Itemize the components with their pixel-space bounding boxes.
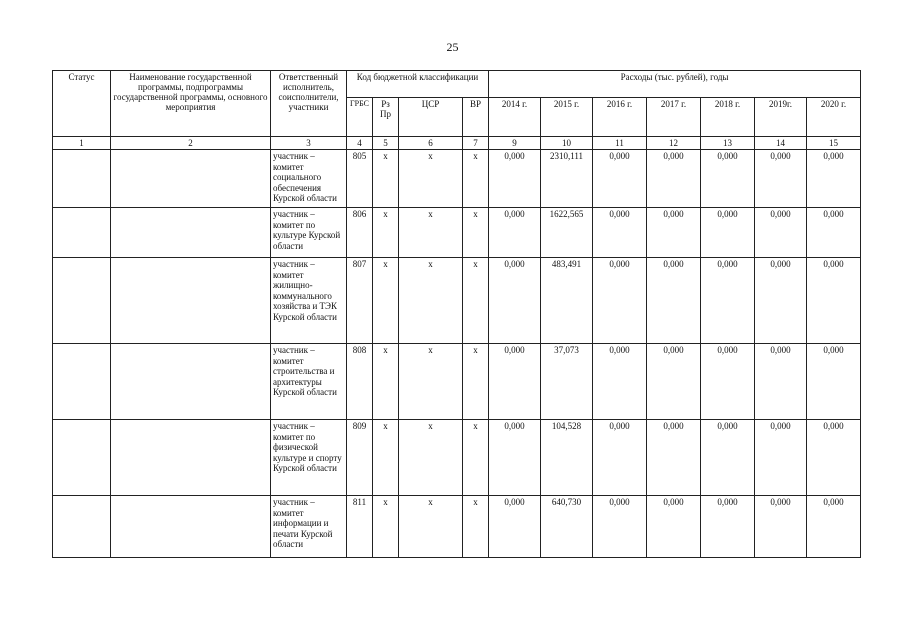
grbs-cell: 811 <box>347 496 373 558</box>
csr-cell: x <box>399 208 463 258</box>
executor-cell: участник – комитет социального обеспечения Курской области <box>271 150 347 208</box>
budget-table <box>52 70 861 558</box>
rzpr-cell: x <box>373 420 399 496</box>
csr-cell: x <box>399 496 463 558</box>
value-cell: 1622,565 <box>541 208 593 258</box>
vr-cell: x <box>463 420 489 496</box>
grbs-cell: 806 <box>347 208 373 258</box>
value-cell: 0,000 <box>807 496 861 558</box>
header-status: Статус <box>53 71 111 137</box>
executor-cell: участник – комитет информации и печати Курской области <box>271 496 347 558</box>
grbs-cell: 805 <box>347 150 373 208</box>
vr-cell: x <box>463 344 489 420</box>
status-cell <box>53 208 111 258</box>
header-grbs: ГРБС <box>347 98 373 137</box>
name-cell <box>111 150 271 208</box>
csr-cell: x <box>399 258 463 344</box>
header-year: 2017 г. <box>647 98 701 137</box>
name-cell <box>111 420 271 496</box>
vr-cell: x <box>463 258 489 344</box>
header-year: 2019г. <box>755 98 807 137</box>
value-cell: 0,000 <box>807 208 861 258</box>
value-cell: 0,000 <box>755 420 807 496</box>
column-number-row <box>53 137 861 150</box>
value-cell: 0,000 <box>647 150 701 208</box>
header-year: 2018 г. <box>701 98 755 137</box>
header-rzpr: Рз Пр <box>373 98 399 137</box>
column-number: 4 <box>347 137 373 150</box>
table-row <box>53 208 861 258</box>
column-number: 7 <box>463 137 489 150</box>
vr-cell: x <box>463 150 489 208</box>
value-cell: 483,491 <box>541 258 593 344</box>
column-number: 11 <box>593 137 647 150</box>
value-cell: 0,000 <box>593 344 647 420</box>
csr-cell: x <box>399 344 463 420</box>
column-number: 10 <box>541 137 593 150</box>
column-number: 5 <box>373 137 399 150</box>
table-row <box>53 258 861 344</box>
value-cell: 0,000 <box>593 496 647 558</box>
rzpr-cell: x <box>373 208 399 258</box>
value-cell: 0,000 <box>593 420 647 496</box>
table-row <box>53 344 861 420</box>
value-cell: 0,000 <box>647 496 701 558</box>
value-cell: 0,000 <box>647 344 701 420</box>
value-cell: 0,000 <box>701 496 755 558</box>
value-cell: 0,000 <box>593 150 647 208</box>
value-cell: 0,000 <box>593 208 647 258</box>
header-vr: ВР <box>463 98 489 137</box>
name-cell <box>111 208 271 258</box>
header-expenses: Расходы (тыс. рублей), годы <box>489 71 861 98</box>
value-cell: 0,000 <box>755 258 807 344</box>
csr-cell: x <box>399 420 463 496</box>
value-cell: 0,000 <box>647 420 701 496</box>
value-cell: 0,000 <box>489 344 541 420</box>
rzpr-cell: x <box>373 496 399 558</box>
grbs-cell: 808 <box>347 344 373 420</box>
executor-cell: участник – комитет по физической культуре и спорту Курской области <box>271 420 347 496</box>
column-number: 9 <box>489 137 541 150</box>
name-cell <box>111 344 271 420</box>
column-number: 13 <box>701 137 755 150</box>
name-cell <box>111 258 271 344</box>
value-cell: 0,000 <box>807 150 861 208</box>
rzpr-cell: x <box>373 258 399 344</box>
column-number: 14 <box>755 137 807 150</box>
value-cell: 0,000 <box>755 344 807 420</box>
header-year: 2016 г. <box>593 98 647 137</box>
status-cell <box>53 420 111 496</box>
grbs-cell: 809 <box>347 420 373 496</box>
status-cell <box>53 496 111 558</box>
table-row <box>53 496 861 558</box>
value-cell: 0,000 <box>807 344 861 420</box>
column-number: 6 <box>399 137 463 150</box>
value-cell: 0,000 <box>755 496 807 558</box>
column-number: 12 <box>647 137 701 150</box>
status-cell <box>53 344 111 420</box>
header-budget-code: Код бюджетной классификации <box>347 71 489 98</box>
table-row <box>53 150 861 208</box>
value-cell: 0,000 <box>701 150 755 208</box>
header-year: 2020 г. <box>807 98 861 137</box>
page-number: 25 <box>446 40 459 54</box>
value-cell: 0,000 <box>489 208 541 258</box>
value-cell: 104,528 <box>541 420 593 496</box>
value-cell: 0,000 <box>593 258 647 344</box>
column-number: 2 <box>111 137 271 150</box>
executor-cell: участник – комитет жилищно-коммунального хозяйства и ТЭК Курской области <box>271 258 347 344</box>
header-name: Наименование государственной программы, подпрограммы государственной программы, основного мероприятия <box>111 71 271 137</box>
rzpr-cell: x <box>373 344 399 420</box>
executor-cell: участник – комитет строительства и архитектуры Курской области <box>271 344 347 420</box>
status-cell <box>53 258 111 344</box>
value-cell: 0,000 <box>489 258 541 344</box>
value-cell: 0,000 <box>701 258 755 344</box>
value-cell: 0,000 <box>755 208 807 258</box>
value-cell: 0,000 <box>701 344 755 420</box>
table-row <box>53 420 861 496</box>
value-cell: 0,000 <box>647 208 701 258</box>
csr-cell: x <box>399 150 463 208</box>
value-cell: 0,000 <box>489 420 541 496</box>
value-cell: 2310,111 <box>541 150 593 208</box>
value-cell: 0,000 <box>489 150 541 208</box>
value-cell: 0,000 <box>701 420 755 496</box>
header-executor: Ответственный исполнитель, соисполнители, участники <box>271 71 347 137</box>
value-cell: 0,000 <box>807 258 861 344</box>
name-cell <box>111 496 271 558</box>
column-number: 1 <box>53 137 111 150</box>
rzpr-cell: x <box>373 150 399 208</box>
value-cell: 37,073 <box>541 344 593 420</box>
value-cell: 0,000 <box>701 208 755 258</box>
header-year: 2015 г. <box>541 98 593 137</box>
column-number: 3 <box>271 137 347 150</box>
status-cell <box>53 150 111 208</box>
header-year: 2014 г. <box>489 98 541 137</box>
value-cell: 640,730 <box>541 496 593 558</box>
value-cell: 0,000 <box>755 150 807 208</box>
header-csr: ЦСР <box>399 98 463 137</box>
vr-cell: x <box>463 496 489 558</box>
value-cell: 0,000 <box>489 496 541 558</box>
value-cell: 0,000 <box>647 258 701 344</box>
grbs-cell: 807 <box>347 258 373 344</box>
executor-cell: участник – комитет по культуре Курской области <box>271 208 347 258</box>
value-cell: 0,000 <box>807 420 861 496</box>
column-number: 15 <box>807 137 861 150</box>
vr-cell: x <box>463 208 489 258</box>
